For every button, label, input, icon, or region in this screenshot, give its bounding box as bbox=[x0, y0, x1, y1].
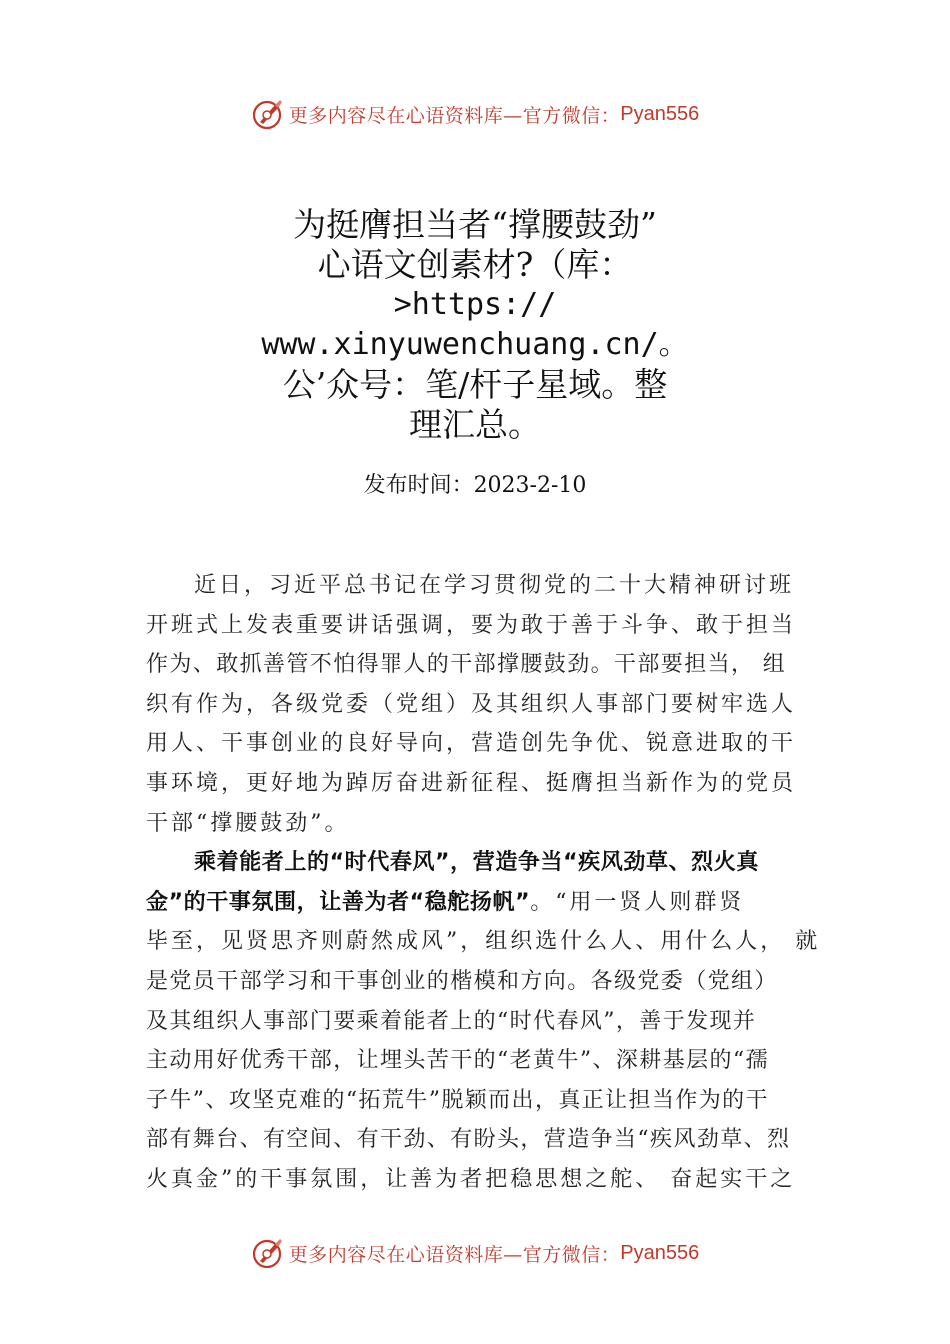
paragraph2-heading-line: 乘着能者上的“时代春风”，营造争当“疾风劲草、烈火真 bbox=[194, 850, 759, 876]
title-line: 为挺膺担当者“撑腰鼓劲” bbox=[293, 205, 657, 244]
paragraph2-line: 子牛”、攻坚克难的“拓荒牛”脱颖而出，真正让担当作为的干 bbox=[146, 1087, 769, 1113]
paragraph1-line: 作为、敢抓善管不怕得罪人的干部撑腰鼓劲。干部要担当， 组 bbox=[146, 652, 787, 678]
title-line: >https:// bbox=[393, 287, 557, 322]
article-body bbox=[146, 566, 821, 1200]
footer-banner-text: 更多内容尽在心语资料库—官方微信： bbox=[288, 1243, 621, 1266]
header-banner-wechat-id: Pyan556 bbox=[620, 102, 700, 125]
paragraph1-line: 用人、干事创业的良好导向，营造创先争优、锐意进取的干 bbox=[146, 731, 797, 757]
paragraph1-line: 开班式上发表重要讲话强调，要为敢于善于斗争、敢于担当 bbox=[146, 612, 797, 638]
paragraph2-line bbox=[146, 883, 818, 923]
title-line: www.xinyuwenchuang.cn/。 bbox=[261, 327, 689, 362]
footer-banner-wechat-id: Pyan556 bbox=[620, 1241, 700, 1264]
document-title bbox=[0, 205, 950, 445]
paragraph1-line: 织有作为，各级党委（党组）及其组织人事部门要树牢选人 bbox=[146, 691, 797, 717]
paragraph2-line-rest: 。“用一贤人则群贤 bbox=[530, 889, 745, 915]
title-line: 公’众号：笔/杆子星域。整 bbox=[282, 365, 668, 404]
publish-time: 发布时间：2023-2-10 bbox=[363, 473, 587, 498]
paragraph2-heading-end: 金”的干事氛围，让善为者“稳舵扬帆” bbox=[146, 889, 531, 915]
paragraph2-line: 主动用好优秀干部，让埋头苦干的“老黄牛”、深耕基层的“孺 bbox=[146, 1048, 769, 1074]
paragraph2-line: 是党员干部学习和干事创业的楷模和方向。各级党委（党组） bbox=[146, 968, 778, 994]
paragraph2-line: 火真金”的干事氛围，让善为者把稳思想之舵、 奋起实干之 bbox=[146, 1166, 796, 1192]
header-banner-text: 更多内容尽在心语资料库—官方微信： bbox=[288, 104, 621, 127]
paragraph2-line: 毕至，见贤思齐则蔚然成风”，组织选什么人、用什么人， 就 bbox=[146, 929, 821, 955]
pen-logo-icon bbox=[251, 1236, 285, 1270]
header-watermark-banner bbox=[0, 94, 950, 134]
paragraph2-line: 及其组织人事部门要乘着能者上的“时代春风”，善于发现并 bbox=[146, 1008, 757, 1034]
pen-logo-icon bbox=[251, 97, 285, 131]
paragraph2-line: 部有舞台、有空间、有干劲、有盼头，营造争当“疾风劲草、烈 bbox=[146, 1127, 791, 1153]
paragraph1-line: 干部“撑腰鼓劲”。 bbox=[146, 810, 350, 836]
title-line: 心语文创素材?（库： bbox=[317, 245, 633, 284]
paragraph1-line: 近日，习近平总书记在学习贯彻党的二十大精神研讨班 bbox=[194, 573, 795, 598]
paragraph1-line: 事环境，更好地为踔厉奋进新征程、挺膺担当新作为的党员 bbox=[146, 770, 797, 796]
title-line: 理汇总。 bbox=[409, 405, 541, 444]
footer-watermark-banner bbox=[0, 1233, 950, 1273]
